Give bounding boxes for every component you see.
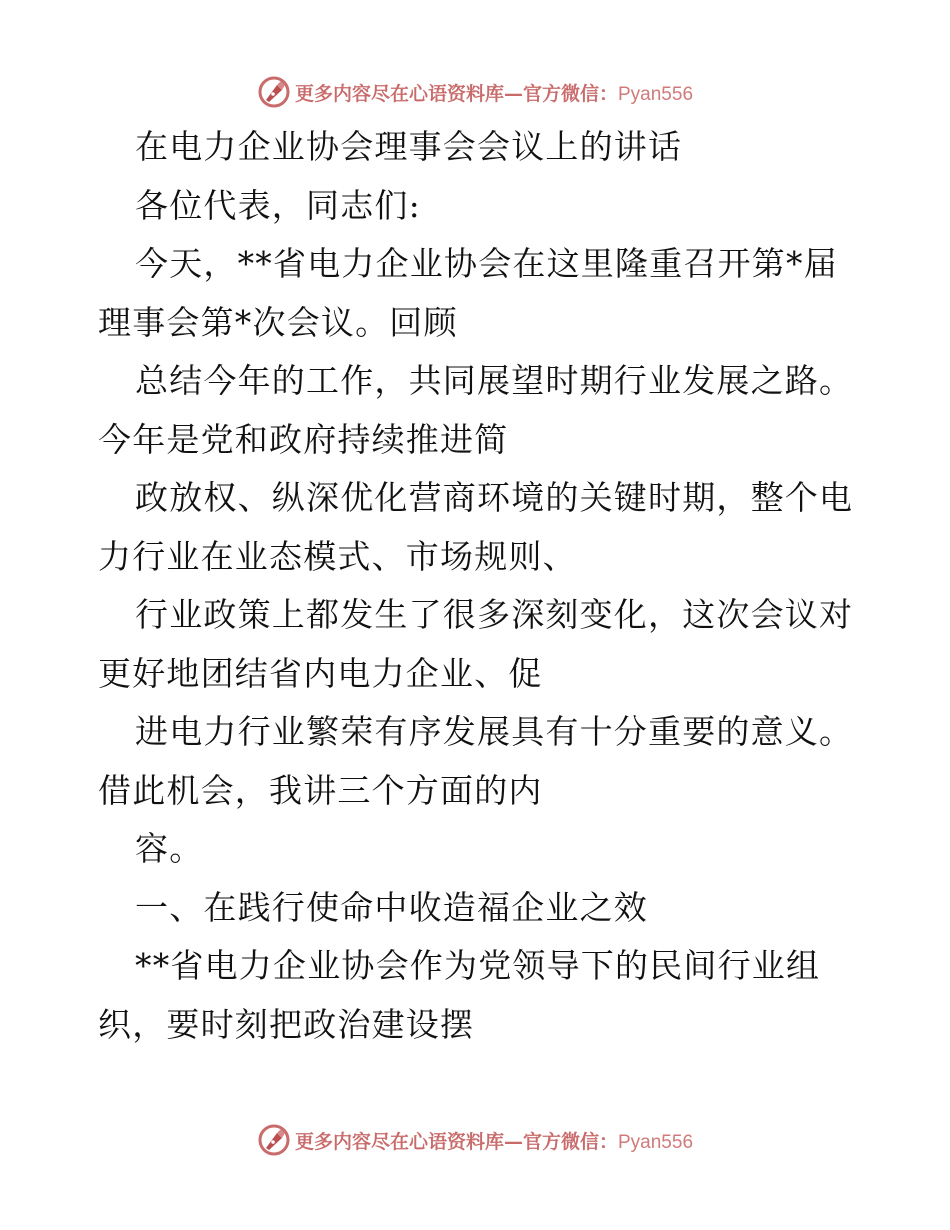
paragraph-line: 今年是党和政府持续推进简: [98, 419, 509, 459]
watermark-account: Pyan556: [618, 83, 694, 105]
watermark-text: 更多内容尽在心语资料库—官方微信：Pyan556: [294, 1130, 694, 1153]
paragraph-line: 织，要时刻把政治建设摆: [98, 1004, 475, 1044]
pen-nib-circle-icon: [257, 1123, 291, 1157]
paragraph-line: **省电力企业协会作为党领导下的民间行业组: [135, 946, 821, 985]
document-title: 在电力企业协会理事会会议上的讲话: [135, 127, 683, 166]
section-heading: 一、在践行使命中收造福企业之效: [135, 887, 648, 927]
watermark-text: 更多内容尽在心语资料库—官方微信：Pyan556: [294, 82, 694, 105]
paragraph-line: 理事会第*次会议。回顾: [98, 302, 458, 342]
paragraph-line: 力行业在业态模式、市场规则、: [98, 536, 577, 576]
paragraph-line: 容。: [135, 829, 204, 868]
paragraph-line: 借此机会，我讲三个方面的内: [98, 770, 543, 810]
watermark-account: Pyan556: [618, 1131, 694, 1153]
document-body: [98, 118, 858, 1054]
pen-nib-circle-icon: [257, 75, 291, 109]
paragraph-line: 政放权、纵深优化营商环境的关键时期，整个电: [135, 478, 854, 517]
paragraph-line: 今天，**省电力企业协会在这里隆重召开第*届: [135, 244, 838, 283]
header-watermark: [0, 72, 950, 112]
paragraph-line: 进电力行业繁荣有序发展具有十分重要的意义。: [135, 712, 854, 751]
paragraph-line: 行业政策上都发生了很多深刻变化，这次会议对: [135, 595, 854, 634]
paragraph-line: 更好地团结省内电力企业、促: [98, 653, 543, 693]
paragraph-line: 总结今年的工作，共同展望时期行业发展之路。: [135, 361, 854, 400]
salutation: 各位代表，同志们:: [135, 185, 421, 225]
footer-watermark: [0, 1120, 950, 1160]
